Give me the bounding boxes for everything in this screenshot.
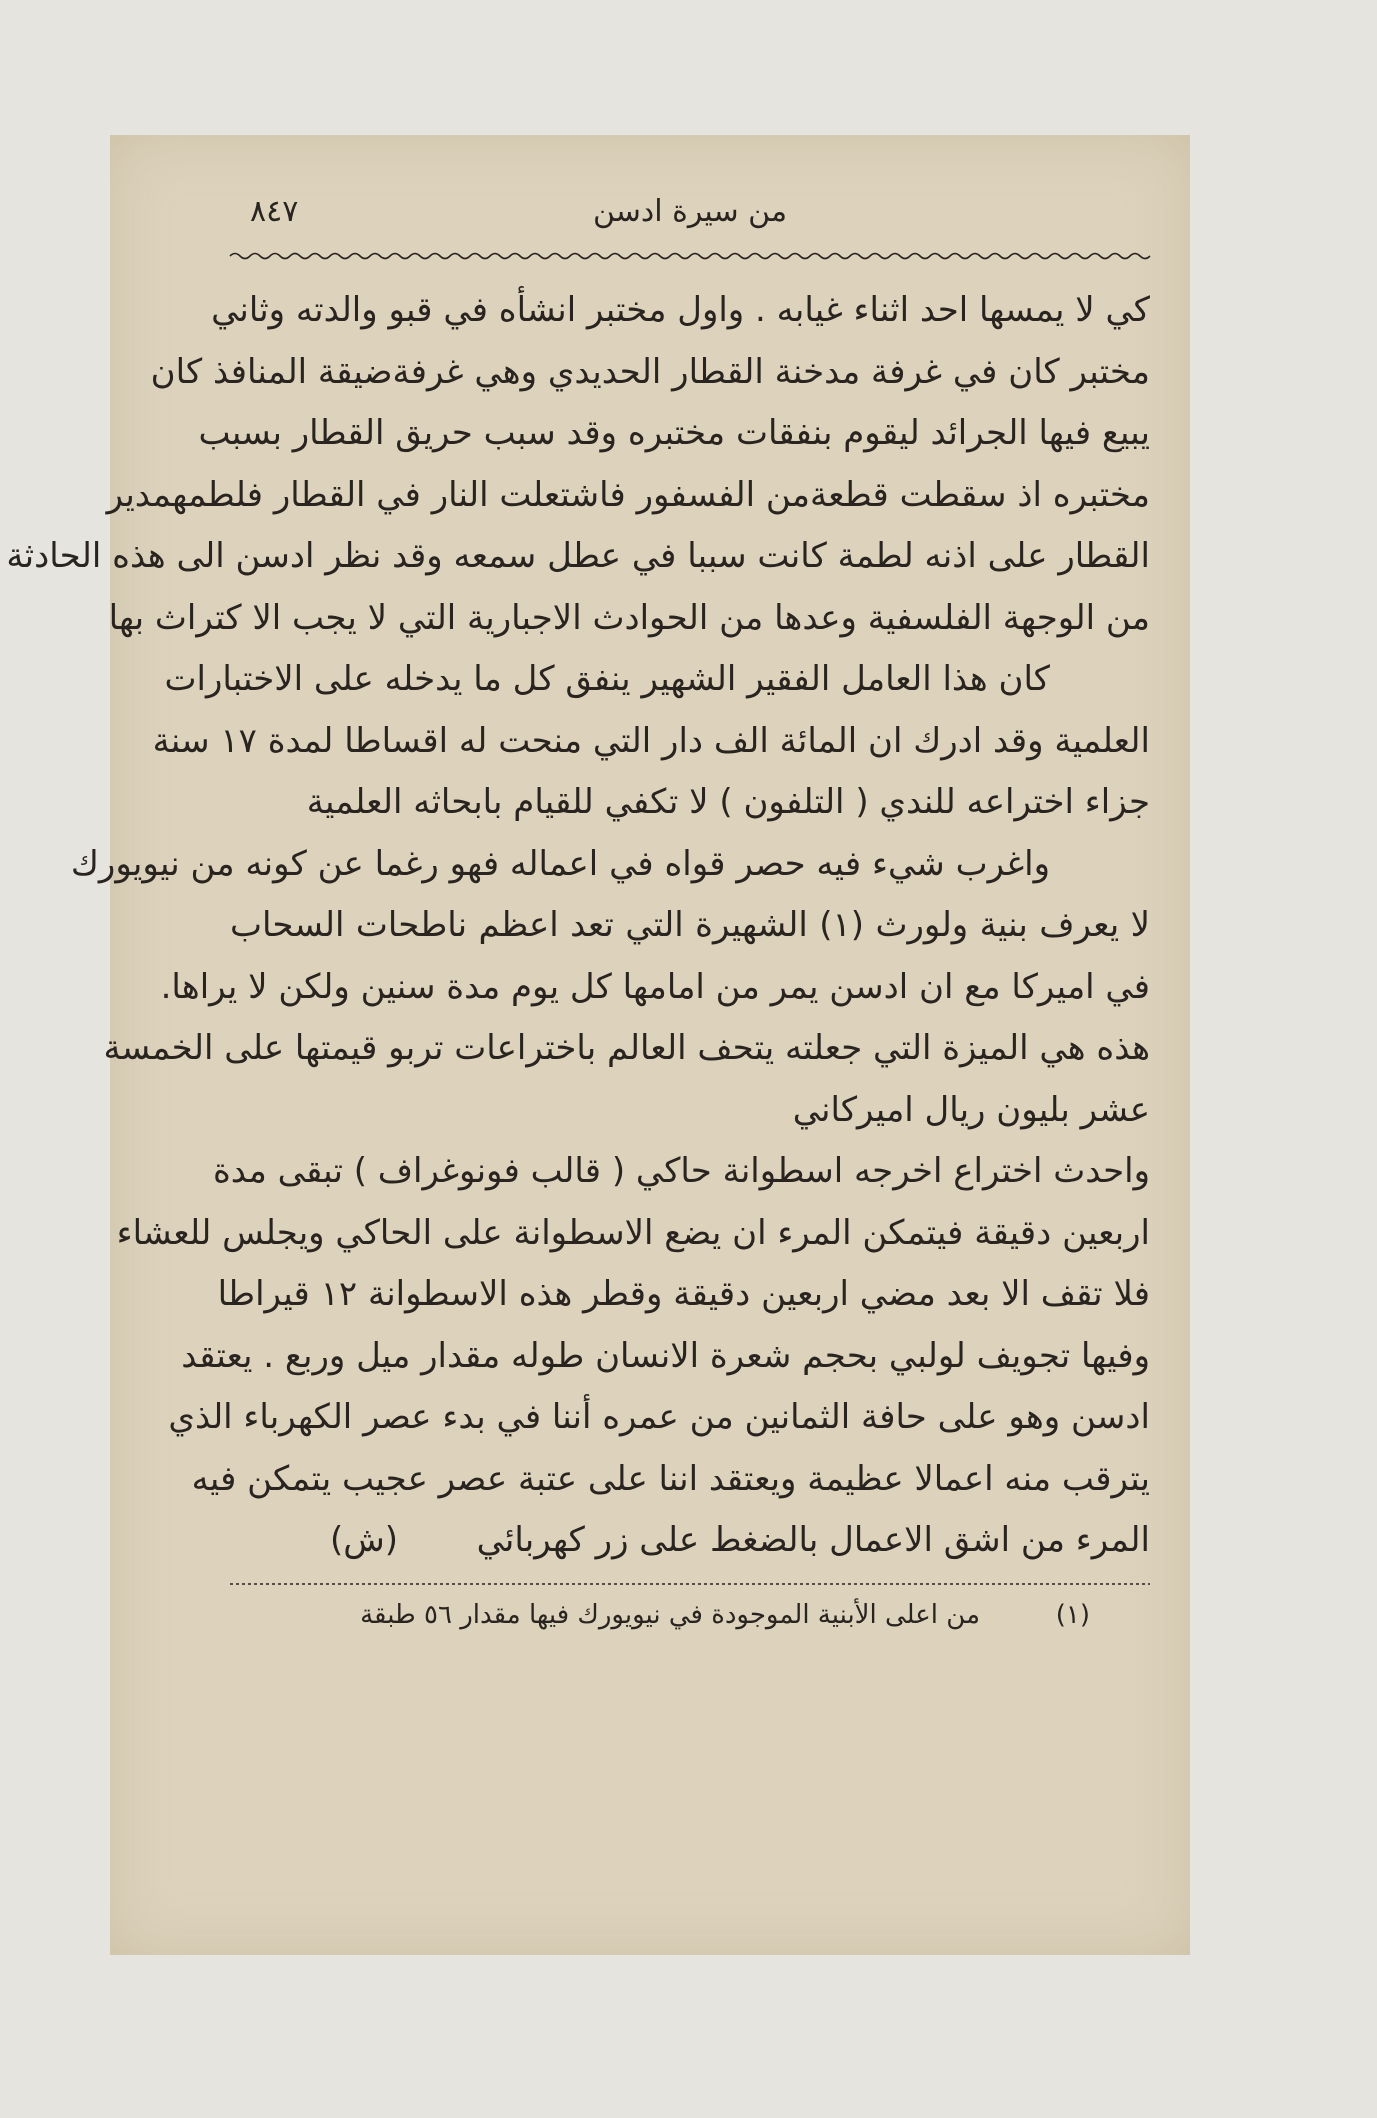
text-line-19: ادسن وهو على حافة الثمانين من عمره أننا في بدء عصر الكهرباء الذي	[168, 1397, 1150, 1437]
text-line-10: واغرب شيء فيه حصر قواه في اعماله فهو رغما عن كونه من نيويورك	[70, 843, 1050, 884]
text-line-15: واحدث اختراع اخرجه اسطوانة حاكي ( قالب فونوغراف ) تبقى مدة	[212, 1151, 1150, 1191]
book-page	[6, 190, 1150, 1638]
text-line-18: وفيها تجويف لولبي بحجم شعرة الانسان طوله مقدار ميل وربع . يعتقد	[181, 1335, 1150, 1376]
page-number: ٨٤٧	[250, 194, 299, 229]
footnote	[230, 1592, 1150, 1638]
author-signature: (ش)	[330, 1520, 399, 1560]
text-line-9: جزاء اختراعه للندي ( التلفون ) لا تكفي للقيام بابحاثه العلمية	[306, 782, 1150, 822]
text-line-13: هذه هي الميزة التي جعلته يتحف العالم باختراعات تربو قيمتها على الخمسة	[103, 1028, 1150, 1068]
text-line-21	[230, 1510, 1150, 1572]
text-line-16: اربعين دقيقة فيتمكن المرء ان يضع الاسطوانة على الحاكي ويجلس للعشاء	[116, 1212, 1150, 1253]
body-text	[6, 280, 1150, 1572]
text-line-20: يترقب منه اعمالا عظيمة ويعتقد اننا على عتبة عصر عجيب يتمكن فيه	[191, 1458, 1150, 1499]
text-line-7: كان هذا العامل الفقير الشهير ينفق كل ما يدخله على الاختبارات	[164, 659, 1050, 699]
text-line-12: في اميركا مع ان ادسن يمر من امامها كل يوم مدة سنين ولكن لا يراها.	[160, 966, 1150, 1007]
text-line-21-content: المرء من اشق الاعمال بالضغط على زر كهربائي	[476, 1520, 1150, 1560]
header-wavy-rule	[230, 250, 1150, 262]
text-line-11: لا يعرف بنية ولورث (١) الشهيرة التي تعد اعظم ناطحات السحاب	[230, 905, 1150, 945]
running-header	[230, 190, 1150, 246]
text-line-14: عشر بليون ريال اميركاني	[792, 1089, 1150, 1130]
text-line-3: يبيع فيها الجرائد ليقوم بنفقات مختبره وقد سبب حريق القطار بسبب	[198, 413, 1150, 453]
text-line-6: من الوجهة الفلسفية وعدها من الحوادث الاجبارية التي لا يجب الا كتراث بها	[108, 597, 1150, 638]
text-line-2: مختبر كان في غرفة مدخنة القطار الحديدي وهي غرفةضيقة المنافذ كان	[150, 351, 1150, 392]
footnote-text: من اعلى الأبنية الموجودة في نيويورك فيها مقدار ٥٦ طبقة	[360, 1599, 980, 1630]
text-line-8: العلمية وقد ادرك ان المائة الف دار التي منحت له اقساطا لمدة ١٧ سنة	[152, 720, 1150, 761]
footnote-mark: (١)	[1055, 1599, 1090, 1630]
text-line-4: مختبره اذ سقطت قطعةمن الفسفور فاشتعلت النار في القطار فلطمهمدير	[106, 474, 1150, 515]
footnote-dotted-rule	[230, 1582, 1150, 1586]
running-title: من سيرة ادسن	[592, 194, 788, 229]
text-line-1: كي لا يمسها احد اثناء غيابه . واول مختبر انشأه في قبو والدته وثاني	[211, 290, 1150, 330]
text-line-5: القطار على اذنه لطمة كانت سببا في عطل سمعه وقد نظر ادسن الى هذه الحادثة	[6, 536, 1150, 576]
text-line-17: فلا تقف الا بعد مضي اربعين دقيقة وقطر هذه الاسطوانة ١٢ قيراطا	[217, 1274, 1150, 1314]
